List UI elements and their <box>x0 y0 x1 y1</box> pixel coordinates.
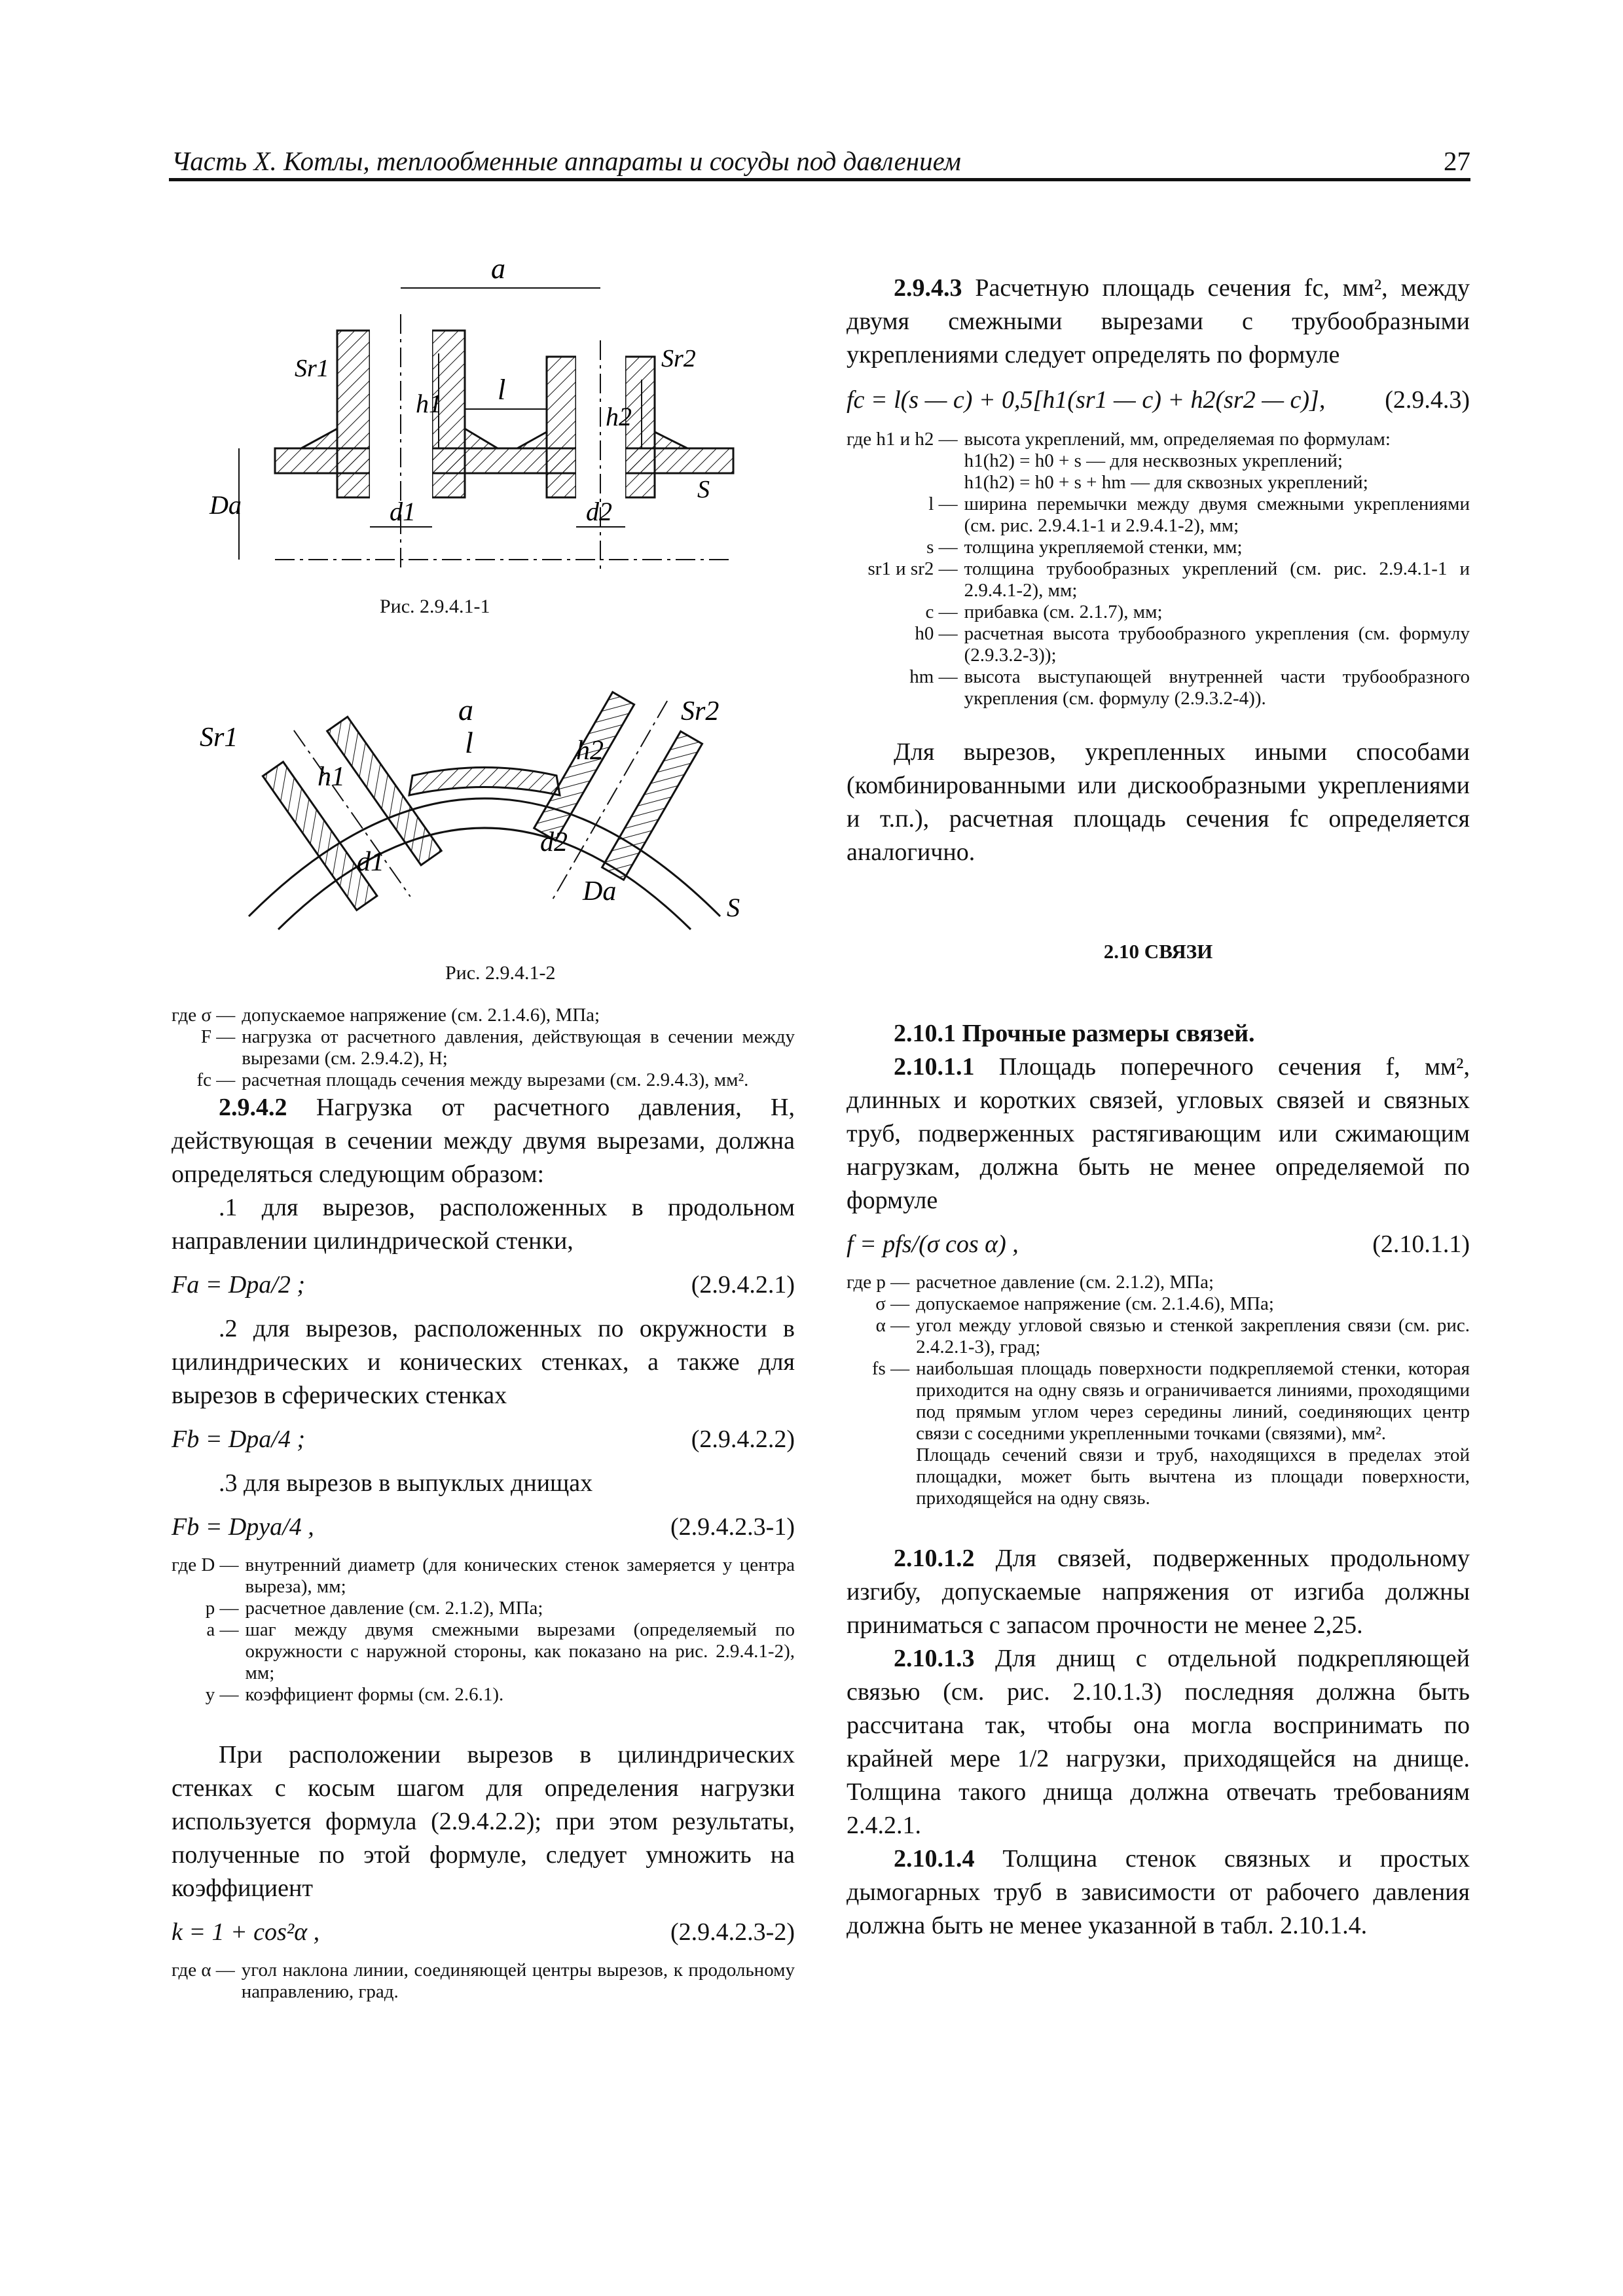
clause-number: 2.9.4.3 <box>894 274 962 302</box>
legend-p-sigma-alpha-fs <box>847 1272 1470 1509</box>
fig1-label-h2: h2 <box>606 402 632 431</box>
formula-2-9-4-2-3-2 <box>172 1916 795 1949</box>
legend-symbol <box>847 450 958 472</box>
fig2-label-l: l <box>465 726 473 759</box>
formula-expression: Fb = Dpya/4 , <box>172 1513 314 1541</box>
clause-text: Нагрузка от расчетного давления, Н, действующая в сечении между двумя вырезами, должна определяться следующим образом: <box>172 1094 795 1188</box>
clause-text: Для днищ с отдельной подкрепляющей связью (см. рис. 2.10.1.3) последняя должна быть рассчитана так, чтобы она могла воспринимать по крайней мере 1/2 нагрузки, приходящейся на днище. Толщина такого днища должна отвечать требованиям 2.4.2.1. <box>847 1645 1470 1839</box>
legend-symbol: где D — <box>172 1554 239 1575</box>
legend-symbol: где p — <box>847 1272 910 1293</box>
section-title-2-10 <box>847 935 1470 968</box>
paragraph-other-reinforcement: Для вырезов, укрепленных иными способами (комбинированными или дискообразными укреплениями и т.п.), расчетная площадь сечения fc определяется аналогично. <box>847 738 1470 866</box>
legend-text: наибольшая площадь поверхности подкрепляемой стенки, которая приходится на одну связь и ограничивается линиями, проходящими под прямым углом через середины линий, соединяющих центр связи с соседними укрепленными точками (связями), мм². <box>916 1358 1470 1444</box>
formula-2-9-4-3 <box>847 384 1470 417</box>
paragraph-2-9-4-2 <box>172 1091 795 1191</box>
item-2: .2 для вырезов, расположенных по окружности в цилиндрических и конических стенках, а также для вырезов в сферических стенках <box>172 1315 795 1409</box>
fig1-label-l: l <box>498 374 506 406</box>
legend-text: прибавка (см. 2.1.7), мм; <box>964 601 1163 622</box>
clause-text: Толщина стенок связных и простых дымогарных труб в зависимости от рабочего давления должна быть не менее указанной в табл. 2.10.1.4. <box>847 1845 1470 1939</box>
legend-symbol: h0 — <box>915 623 958 644</box>
legend-symbol: s — <box>926 537 958 558</box>
figure-2-9-4-1-1 <box>190 262 753 589</box>
legend-text: Площадь сечений связи и труб, находящихся в пределах этой площадки, может быть вычтена из площади поверхности, приходящейся на одну связь. <box>916 1444 1470 1509</box>
legend-symbol: c — <box>925 601 958 622</box>
fig1-label-da: Da <box>210 490 242 520</box>
figure-2-9-4-1-2 <box>196 655 773 942</box>
legend-symbol: y — <box>205 1684 239 1705</box>
legend-text: расчетная высота трубообразного укрепления (см. формулу (2.9.3.2-3)); <box>964 623 1470 666</box>
formula-number: (2.9.4.2.1) <box>691 1271 795 1299</box>
legend-symbol: p — <box>205 1598 239 1619</box>
formula-number: (2.9.4.2.2) <box>691 1426 795 1453</box>
legend-text: высота выступающей внутренней части трубообразного укрепления (см. формулу (2.9.3.2-4)). <box>964 666 1470 709</box>
formula-2-9-4-2-2 <box>172 1423 795 1456</box>
clause-number: 2.9.4.2 <box>219 1094 287 1121</box>
fig2-label-sr2: Sr2 <box>681 696 720 726</box>
clause-number: 2.10.1.2 <box>894 1545 975 1572</box>
legend-symbol: sr1 и sr2 — <box>867 558 958 579</box>
legend-text: h1(h2) = h0 + s + hm — для сквозных укреплений; <box>964 472 1368 493</box>
fig1-label-d2: d2 <box>586 497 612 526</box>
clause-text: Для связей, подверженных продольному изгибу, допускаемые напряжения от изгиба должны приниматься с запасом прочности не менее 2,25. <box>847 1545 1470 1639</box>
formula-expression: Fa = Dpa/2 ; <box>172 1271 306 1299</box>
header-rule <box>169 178 1470 181</box>
legend-text: допускаемое напряжение (см. 2.1.4.6), МПа; <box>916 1293 1274 1314</box>
paragraph-2-10-1-2 <box>847 1542 1470 1642</box>
page-number: 27 <box>1444 146 1470 176</box>
legend-text: толщина укрепляемой стенки, мм; <box>964 537 1243 558</box>
fig1-label-h1: h1 <box>416 389 442 418</box>
legend-alpha <box>172 1960 795 2003</box>
fig1-label-sr1: Sr1 <box>295 355 329 382</box>
clause-text: Расчетную площадь сечения fc, мм², между двумя смежными вырезами с трубообразными укреплениями следует определять по формуле <box>847 274 1470 368</box>
legend-text: расчетное давление (см. 2.1.2), МПа; <box>245 1598 543 1619</box>
legend-sigma-F-fc <box>172 1005 795 1091</box>
legend-symbol: где α — <box>172 1960 235 1981</box>
fig2-label-d2: d2 <box>540 827 568 857</box>
section-title-text: 2.10 СВЯЗИ <box>1103 940 1213 963</box>
clause-number: 2.10.1.4 <box>894 1845 975 1873</box>
formula-number: (2.9.4.2.3-1) <box>670 1513 795 1541</box>
clause-text: Площадь поперечного сечения f, мм², длинных и коротких связей, угловых связей и связных труб, подверженных растягивающим или сжимающим нагрузкам, должна быть не менее определяемой по формуле <box>847 1053 1470 1214</box>
legend-symbol: α — <box>875 1315 910 1336</box>
figure-2-caption: Рис. 2.9.4.1-2 <box>445 962 556 984</box>
running-header-title: Часть X. Котлы, теплообменные аппараты и сосуды под давлением <box>172 146 961 176</box>
paragraph-2-9-4-3 <box>847 272 1470 372</box>
formula-expression: Fb = Dpa/4 ; <box>172 1426 306 1453</box>
formula-expression: fc = l(s — c) + 0,5[h1(sr1 — c) + h2(sr2 — c)], <box>847 386 1326 414</box>
fig1-label-d1: d1 <box>390 497 416 526</box>
clause-number: 2.10.1.1 <box>894 1053 975 1081</box>
subsection-2-10-1 <box>847 1017 1470 1050</box>
legend-symbol: где σ — <box>172 1005 236 1026</box>
fig1-label-s: S <box>697 476 710 503</box>
formula-2-9-4-2-1 <box>172 1268 795 1302</box>
subsection-title: 2.10.1 Прочные размеры связей. <box>894 1020 1255 1047</box>
fig2-label-da: Da <box>583 876 617 906</box>
legend-text: расчетная площадь сечения между вырезами (см. 2.9.4.3), мм². <box>242 1069 749 1090</box>
legend-symbol: l — <box>928 493 958 514</box>
formula-expression: f = pfs/(σ cos α) , <box>847 1230 1019 1258</box>
legend-h-l-s-c <box>847 429 1470 709</box>
legend-symbol: σ — <box>875 1293 910 1314</box>
formula-2-9-4-2-3-1 <box>172 1511 795 1544</box>
legend-symbol: F — <box>200 1026 236 1047</box>
legend-text: расчетное давление (см. 2.1.2), МПа; <box>916 1272 1214 1293</box>
legend-symbol: a — <box>206 1619 239 1640</box>
clause-number: 2.10.1.3 <box>894 1645 975 1672</box>
legend-text: h1(h2) = h0 + s — для несквозных укреплений; <box>964 450 1343 471</box>
paragraph-2-10-1-1 <box>847 1050 1470 1217</box>
fig2-label-sr1: Sr1 <box>200 723 238 753</box>
formula-expression: k = 1 + cos²α , <box>172 1918 320 1946</box>
legend-text: внутренний диаметр (для конических стенок замеряется у центра выреза), мм; <box>245 1554 795 1597</box>
legend-symbol <box>847 472 958 493</box>
legend-symbol: где h1 и h2 — <box>847 429 958 450</box>
paragraph-2-10-1-4 <box>847 1842 1470 1943</box>
formula-number: (2.9.4.3) <box>1385 386 1470 414</box>
legend-text: шаг между двумя смежными вырезами (определяемый по окружности с наружной стороны, как показано на рис. 2.9.4.1-2), мм; <box>245 1619 795 1683</box>
formula-number: (2.9.4.2.3-2) <box>670 1918 795 1946</box>
legend-text: коэффициент формы (см. 2.6.1). <box>245 1684 504 1705</box>
legend-text: высота укреплений, мм, определяемая по формулам: <box>964 429 1391 450</box>
item-1: .1 для вырезов, расположенных в продольном направлении цилиндрической стенки, <box>172 1194 795 1255</box>
legend-text: угол между угловой связью и стенкой закрепления связи (см. рис. 2.4.2.1-3), град; <box>916 1315 1470 1357</box>
right-column <box>847 272 1470 1943</box>
fig1-label-a: a <box>491 262 505 285</box>
fig2-label-s: S <box>727 893 740 922</box>
paragraph-oblique-pitch: При расположении вырезов в цилиндрических стенках с косым шагом для определения нагрузки используется формула (2.9.4.2.2); при этом результаты, полученные по этой формуле, следует умножить на коэффициент <box>172 1741 795 1902</box>
fig2-label-h1: h1 <box>318 762 345 792</box>
legend-text: угол наклона линии, соединяющей центры вырезов, к продольному направлению, град. <box>241 1960 795 2002</box>
legend-symbol: hm — <box>909 666 958 687</box>
item-3: .3 для вырезов в выпуклых днищах <box>219 1469 593 1497</box>
figure-1-caption: Рис. 2.9.4.1-1 <box>380 596 490 617</box>
paragraph-2-10-1-3 <box>847 1642 1470 1842</box>
left-column <box>172 1005 795 2003</box>
fig2-label-a: a <box>458 693 473 726</box>
formula-2-10-1-1 <box>847 1228 1470 1261</box>
legend-symbol <box>847 1444 909 1509</box>
fig2-label-h2: h2 <box>576 736 604 766</box>
formula-number: (2.10.1.1) <box>1372 1230 1470 1258</box>
legend-text: ширина перемычки между двумя смежными укреплениями (см. рис. 2.9.4.1-1 и 2.9.4.1-2), мм; <box>964 493 1470 536</box>
fig2-label-d1: d1 <box>357 847 384 877</box>
legend-symbol: fs — <box>871 1358 910 1379</box>
legend-symbol: fc — <box>196 1069 236 1090</box>
fig1-label-sr2: Sr2 <box>661 345 696 372</box>
legend-text: нагрузка от расчетного давления, действующая в сечении между вырезами (см. 2.9.4.2), Н; <box>242 1026 795 1069</box>
legend-text: допускаемое напряжение (см. 2.1.4.6), МПа; <box>242 1005 600 1026</box>
legend-D-p-a-y <box>172 1554 795 1706</box>
legend-text: толщина трубообразных укреплений (см. рис. 2.9.4.1-1 и 2.9.4.1-2), мм; <box>964 558 1470 601</box>
